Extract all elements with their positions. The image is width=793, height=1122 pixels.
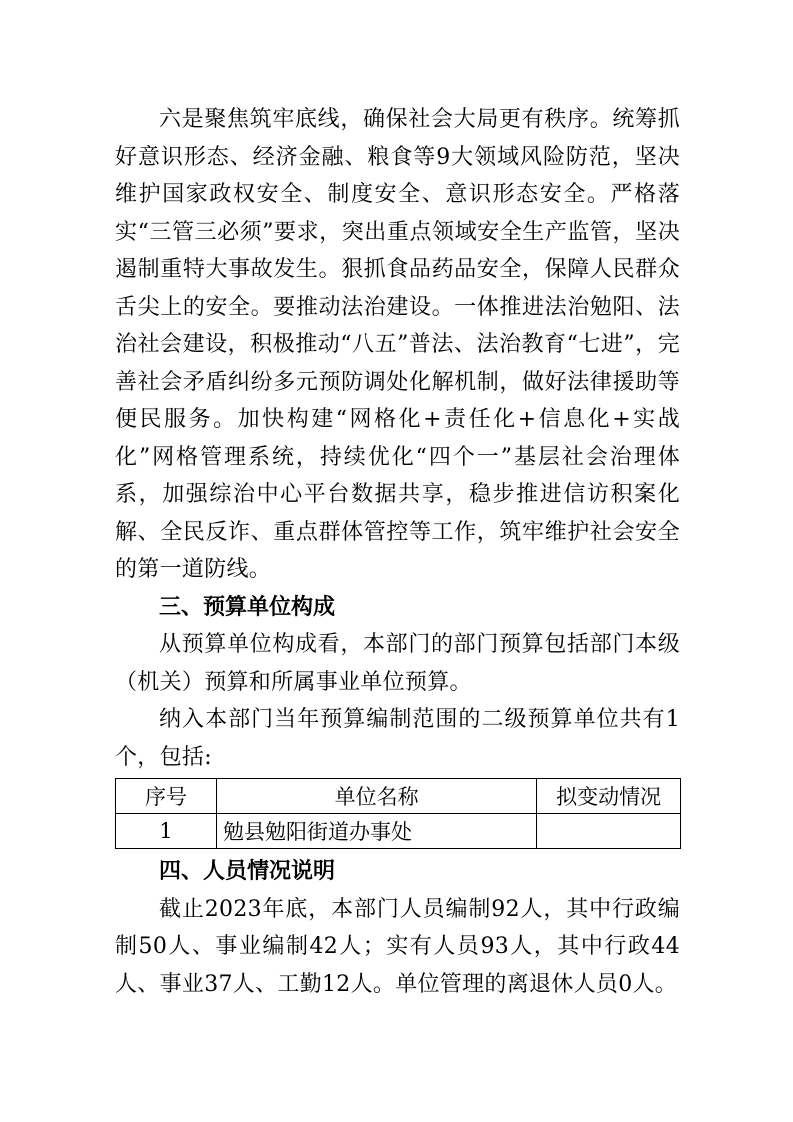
table-header-row: [116, 779, 681, 814]
header-serial: 序号: [116, 779, 217, 814]
section4-paragraph-1: 截止2023年底，本部门人员编制92人，其中行政编制50人、事业编制42人；实有人员93人，其中行政44人、事业37人、工勤12人。单位管理的离退休人员0人。: [115, 896, 680, 997]
section3-paragraph-1: 从预算单位构成看，本部门的部门预算包括部门本级（机关）预算和所属事业单位预算。: [115, 632, 680, 695]
section3-paragraph-2: 纳入本部门当年预算编制范围的二级预算单位共有1个，包括:: [115, 707, 680, 770]
document-body: [115, 101, 680, 1003]
cell-serial: 1: [116, 814, 217, 849]
header-unit-name: 单位名称: [216, 779, 536, 814]
paragraph-social-order: 六是聚焦筑牢底线，确保社会大局更有秩序。统筹抓好意识形态、经济金融、粮食等9大领域风险防范，坚决维护国家政权安全、制度安全、意识形态安全。严格落实“三管三必须”要求，突出重点领域安全生产监管，坚决遏制重特大事故发生。狠抓食品药品安全，保障人民群众舌尖上的安全。要推动法治建设。一体推进法治勉阳、法治社会建设，积极推动“八五”普法、法治教育“七进”，完善社会矛盾纠纷多元预防调处化解机制，做好法律援助等便民服务。加快构建“网格化+责任化+信息化+实战化”网格管理系统，持续优化“四个一”基层社会治理体系，加强综治中心平台数据共享，稳步推进信访积案化解、全民反诈、重点群体管控等工作，筑牢维护社会安全的第一道防线。: [115, 107, 680, 582]
cell-planned-change: [537, 814, 681, 849]
cell-unit-name: 勉县勉阳街道办事处: [216, 814, 536, 849]
budget-units-table: [115, 778, 681, 849]
table-row: [116, 814, 681, 849]
header-planned-change: 拟变动情况: [537, 779, 681, 814]
section4-heading: 四、人员情况说明: [159, 858, 336, 884]
section3-heading: 三、预算单位构成: [159, 593, 336, 620]
